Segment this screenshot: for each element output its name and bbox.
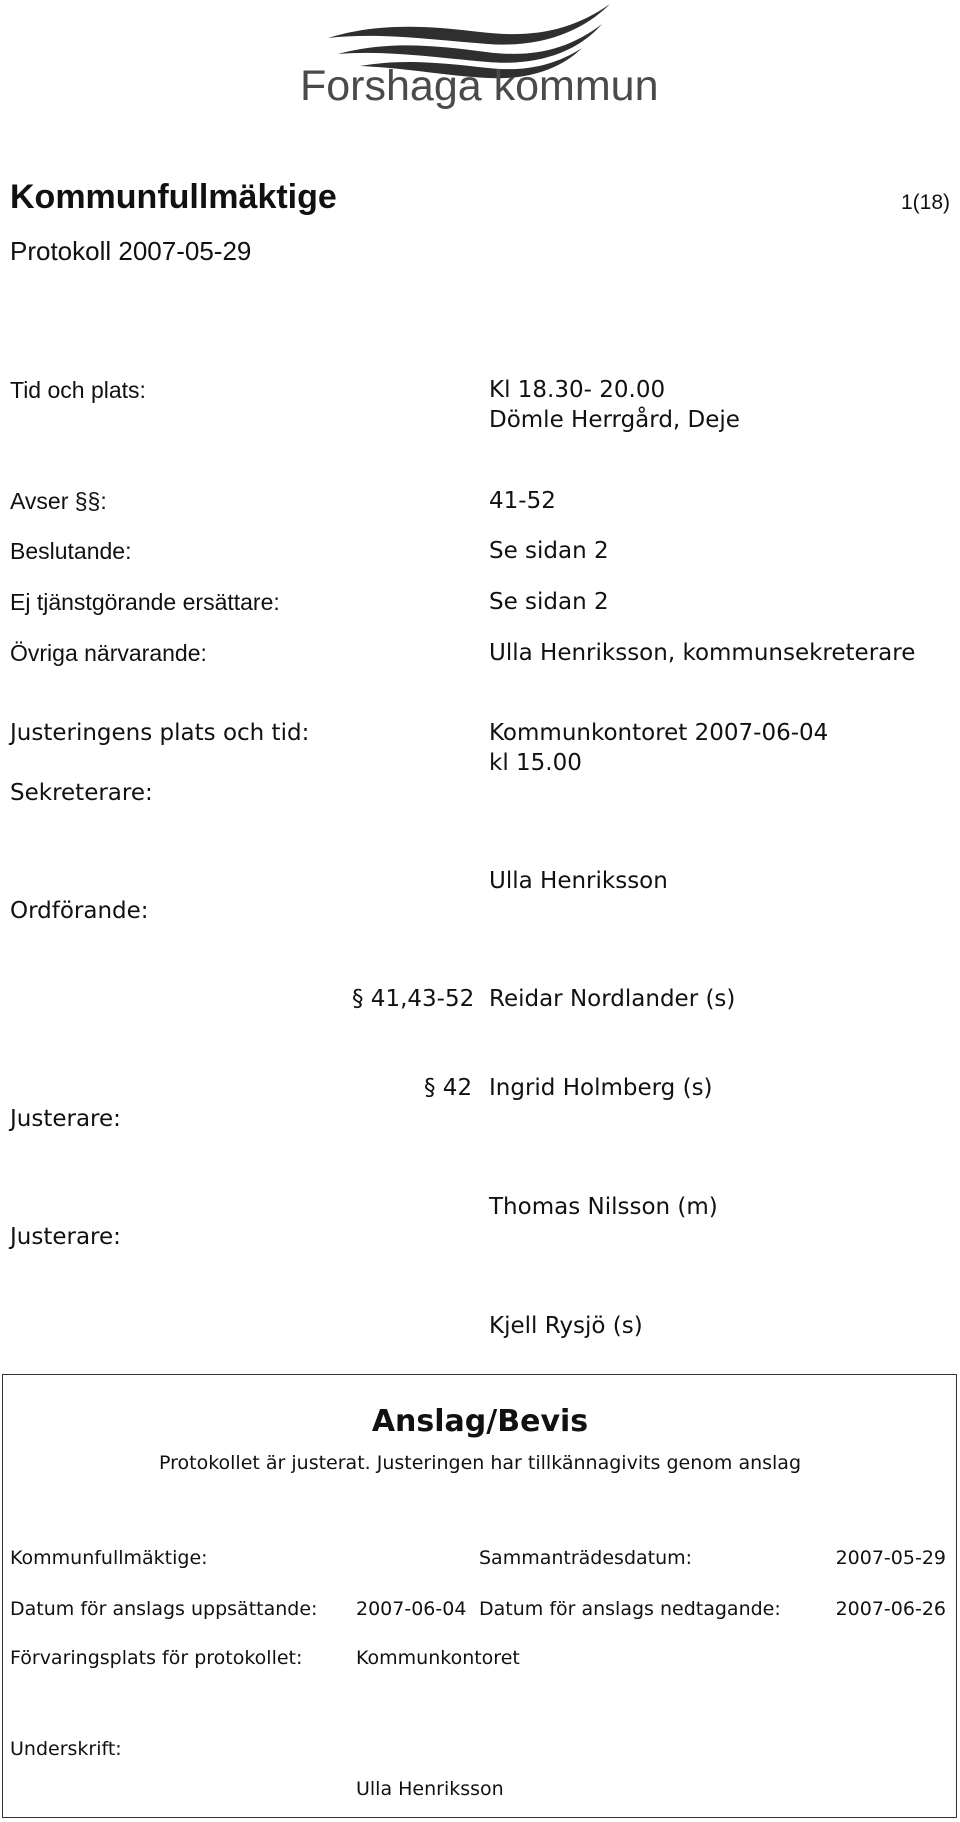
storage-place: Kommunkontoret (356, 1647, 520, 1669)
adjuster-name-2: Kjell Rysjö (s) (489, 1313, 643, 1339)
meeting-place: Dömle Herrgård, Deje (489, 407, 740, 433)
adjustment-place: Kommunkontoret 2007-06-04 (489, 720, 829, 746)
removed-label: Datum för anslags nedtagande: (479, 1598, 781, 1620)
decision-makers-value: Se sidan 2 (489, 538, 609, 564)
meeting-time: Kl 18.30- 20.00 (489, 377, 666, 403)
adjustment-label: Justeringens plats och tid: (10, 720, 310, 746)
others-present-label: Övriga närvarande: (10, 640, 207, 666)
adjuster-label-1: Justerare: (10, 1106, 121, 1132)
adjustment-time: kl 15.00 (489, 750, 582, 776)
posted-label: Datum för anslags uppsättande: (10, 1598, 318, 1620)
logo-text: Forshaga kommun (300, 62, 659, 110)
others-present-value: Ulla Henriksson, kommunsekreterare (489, 640, 916, 666)
adjuster-label-2: Justerare: (10, 1224, 121, 1250)
document-title: Kommunfullmäktige (10, 178, 337, 216)
anslag-box (2, 1374, 957, 1818)
meeting-date-value: 2007-05-29 (835, 1547, 946, 1569)
chair-paragraph-2: § 42 (424, 1075, 473, 1101)
secretary-label: Sekreterare: (10, 780, 153, 806)
removed-date: 2007-06-26 (835, 1598, 946, 1620)
paragraphs-value: 41-52 (489, 488, 556, 514)
chair-paragraph-1: § 41,43-52 (352, 986, 475, 1012)
paragraphs-label: Avser §§: (10, 488, 107, 514)
time-place-label: Tid och plats: (10, 377, 146, 403)
anslag-subtitle: Protokollet är justerat. Justeringen har tillkännagivits genom anslag (158, 1452, 802, 1474)
storage-label: Förvaringsplats för protokollet: (10, 1647, 303, 1669)
substitutes-label: Ej tjänstgörande ersättare: (10, 589, 280, 615)
chair-name-1: Reidar Nordlander (s) (489, 986, 736, 1012)
chair-name-2: Ingrid Holmberg (s) (489, 1075, 713, 1101)
meeting-date-label: Sammanträdesdatum: (479, 1547, 693, 1569)
substitutes-value: Se sidan 2 (489, 589, 609, 615)
signature-name: Ulla Henriksson (356, 1778, 504, 1800)
secretary-name: Ulla Henriksson (489, 868, 668, 894)
chair-label: Ordförande: (10, 898, 149, 924)
adjuster-name-1: Thomas Nilsson (m) (489, 1194, 718, 1220)
page-number: 1(18) (900, 191, 950, 214)
decision-makers-label: Beslutande: (10, 538, 132, 564)
posted-date: 2007-06-04 (356, 1598, 467, 1620)
protocol-date: Protokoll 2007-05-29 (10, 236, 252, 266)
signature-label: Underskrift: (10, 1738, 122, 1760)
anslag-title: Anslag/Bevis (371, 1404, 589, 1439)
anslag-body-label: Kommunfullmäktige: (10, 1547, 208, 1569)
